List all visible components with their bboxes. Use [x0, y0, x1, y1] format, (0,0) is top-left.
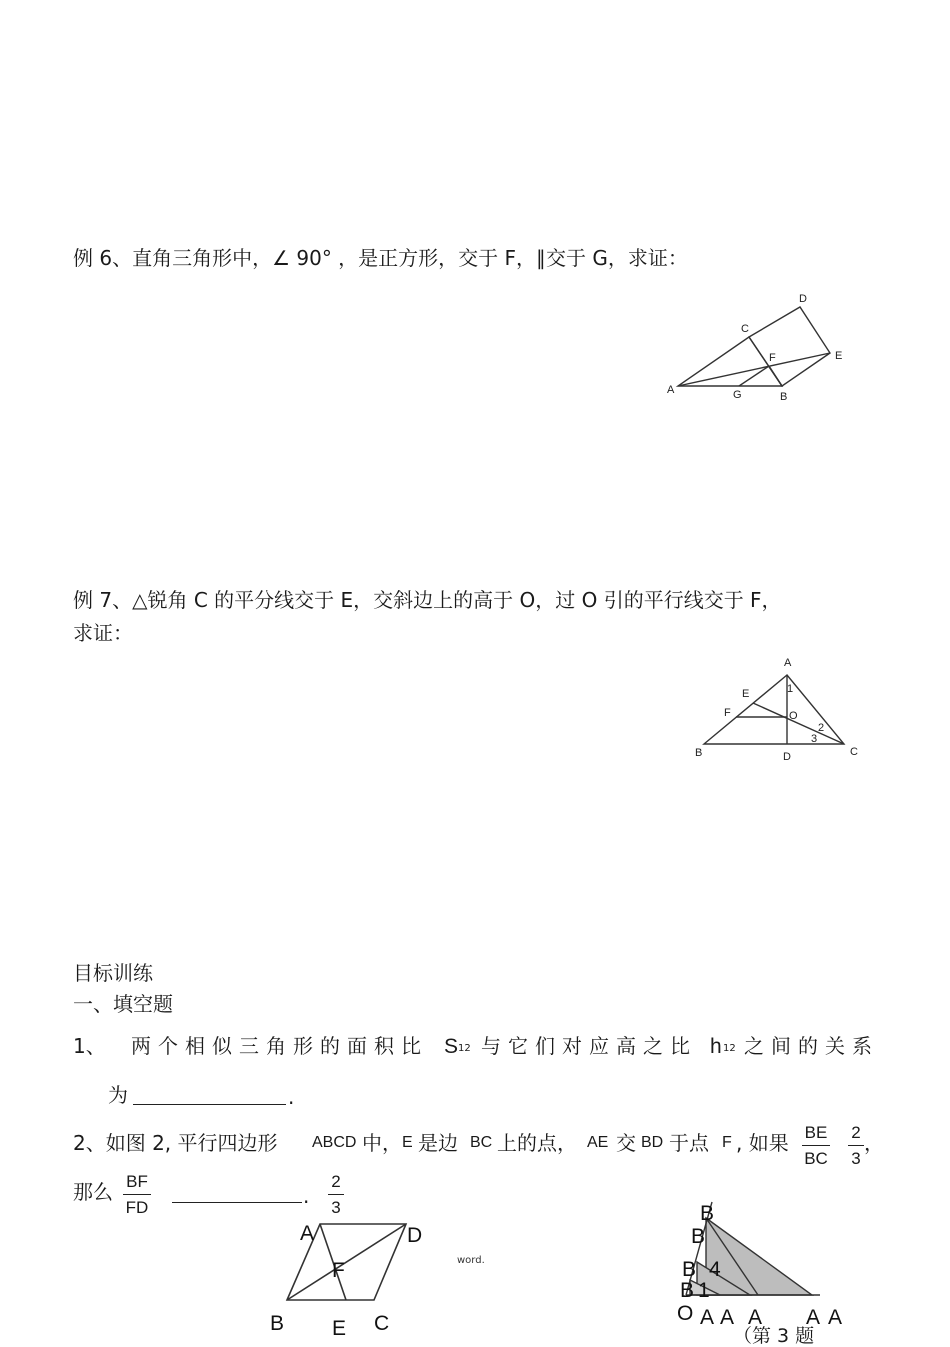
fig3-label-b-top: B — [700, 1202, 715, 1225]
q1-line2: 为 — [108, 1083, 128, 1107]
q1-h-subscript: 12 — [723, 1043, 736, 1054]
fig2-label-c: C — [374, 1312, 390, 1335]
q2-mid5: 于点 — [669, 1131, 709, 1155]
fig7-label-e: E — [742, 688, 750, 700]
fig2-label-a: A — [300, 1222, 315, 1245]
section-fill-blank: 一、填空题 — [73, 992, 173, 1016]
fig3-label-a4: A — [806, 1306, 821, 1329]
fig6-label-f: F — [769, 352, 776, 364]
fraction-denominator: 3 — [331, 1198, 341, 1217]
q2-abcd: ABCD — [312, 1134, 357, 1151]
fraction-denominator: 3 — [851, 1149, 861, 1168]
fig3-label-a3: A — [748, 1306, 763, 1329]
q2-line2-start: 那么 — [73, 1180, 113, 1204]
fig2-label-e: E — [332, 1317, 347, 1340]
figure-parallelogram — [266, 1218, 436, 1343]
q2-ae: AE — [587, 1134, 609, 1151]
fig6-label-e: E — [835, 350, 843, 362]
q2-answer-blank[interactable] — [172, 1202, 302, 1203]
fraction-bar — [802, 1145, 830, 1146]
example-6-text: 例 6、直角三角形中，∠ 90° ，是正方形，交于 F，∥交于 G，求证： — [73, 246, 688, 270]
q2-bc: BC — [470, 1134, 493, 1151]
fig7-label-2: 2 — [818, 722, 825, 734]
q2-mid3: 上的点， — [497, 1131, 577, 1155]
q2-mid2: 是边 — [418, 1131, 458, 1155]
figure-example-7 — [692, 655, 862, 765]
fraction-numerator: 2 — [331, 1172, 341, 1191]
watermark-text: word. — [457, 1255, 485, 1266]
fig3-label-b2: B — [682, 1258, 697, 1281]
q1-end: . — [288, 1085, 295, 1109]
fig3-label-1: 1 — [698, 1279, 710, 1302]
fig6-label-g: G — [733, 389, 742, 401]
fraction-bar — [848, 1145, 864, 1146]
q1-h: h — [710, 1035, 722, 1058]
q2-e: E — [402, 1134, 413, 1151]
q1-text-a: 两个相似三角形的面积比 — [131, 1034, 428, 1058]
q2-fraction-2-3-small — [328, 1173, 344, 1216]
q1-text-c: 之间的关系 — [744, 1034, 879, 1058]
fig3-label-b3: B — [691, 1225, 706, 1248]
q1-s: S — [444, 1035, 459, 1058]
fig6-label-a: A — [667, 384, 675, 396]
fig3-label-a5: A — [828, 1306, 843, 1329]
fig7-label-b: B — [695, 747, 703, 759]
q1-s-subscript: 12 — [458, 1043, 471, 1054]
q1-answer-blank[interactable] — [133, 1104, 286, 1105]
q2-f: F — [722, 1134, 732, 1151]
example-7-prove: 求证： — [73, 621, 133, 645]
q2-mid4: 交 — [616, 1131, 636, 1155]
fig7-label-a: A — [784, 657, 792, 669]
fraction-bar — [328, 1194, 344, 1195]
fraction-denominator: BC — [804, 1149, 828, 1168]
fig3-caption: （第 3 题 — [733, 1325, 815, 1347]
fig3-label-b1: B — [680, 1279, 695, 1302]
q1-text-b: 与它们对应高之比 — [481, 1034, 697, 1058]
figure-question-3 — [672, 1196, 852, 1346]
training-heading: 目标训练 — [73, 961, 153, 985]
q2-start: 2、如图 2, 平行四边形 — [73, 1131, 278, 1155]
q2-bd: BD — [641, 1134, 664, 1151]
q2-mid1: 中， — [362, 1131, 402, 1155]
fig3-label-a1: A — [700, 1306, 715, 1329]
fraction-numerator: BF — [126, 1172, 148, 1191]
fraction-bar — [123, 1194, 151, 1195]
fig6-label-d: D — [799, 293, 807, 305]
fig2-label-f: F — [332, 1259, 345, 1282]
fraction-numerator: BE — [804, 1123, 828, 1142]
fig6-label-c: C — [741, 323, 749, 335]
q2-comma: ， — [864, 1131, 884, 1155]
fig2-label-d: D — [407, 1224, 423, 1247]
fig6-label-b: B — [780, 391, 788, 403]
fig7-label-c: C — [850, 746, 858, 758]
q2-fraction-bf-fd — [123, 1173, 151, 1216]
q2-end: . — [303, 1184, 310, 1208]
fig3-label-o: O — [677, 1302, 694, 1325]
fig7-label-f: F — [724, 707, 731, 719]
fig7-label-3: 3 — [811, 733, 818, 745]
fig3-label-4: 4 — [709, 1258, 721, 1281]
fig2-label-b: B — [270, 1312, 285, 1335]
fig7-label-1: 1 — [787, 683, 794, 695]
fig7-label-d: D — [783, 751, 791, 763]
fraction-numerator: 2 — [851, 1123, 861, 1142]
q2-fraction-2-3 — [848, 1124, 864, 1167]
q2-mid6: , 如果 — [736, 1131, 789, 1155]
fraction-denominator: FD — [125, 1198, 149, 1217]
q1-number: 1、 — [73, 1034, 106, 1058]
figure-example-6 — [665, 290, 845, 410]
q2-fraction-be-bc — [802, 1124, 830, 1167]
fig7-label-o: O — [789, 710, 798, 722]
example-7-text: 例 7、△锐角 C 的平分线交于 E，交斜边上的高于 O，过 O 引的平行线交于 F， — [73, 588, 782, 612]
fig3-label-a2: A — [720, 1306, 735, 1329]
